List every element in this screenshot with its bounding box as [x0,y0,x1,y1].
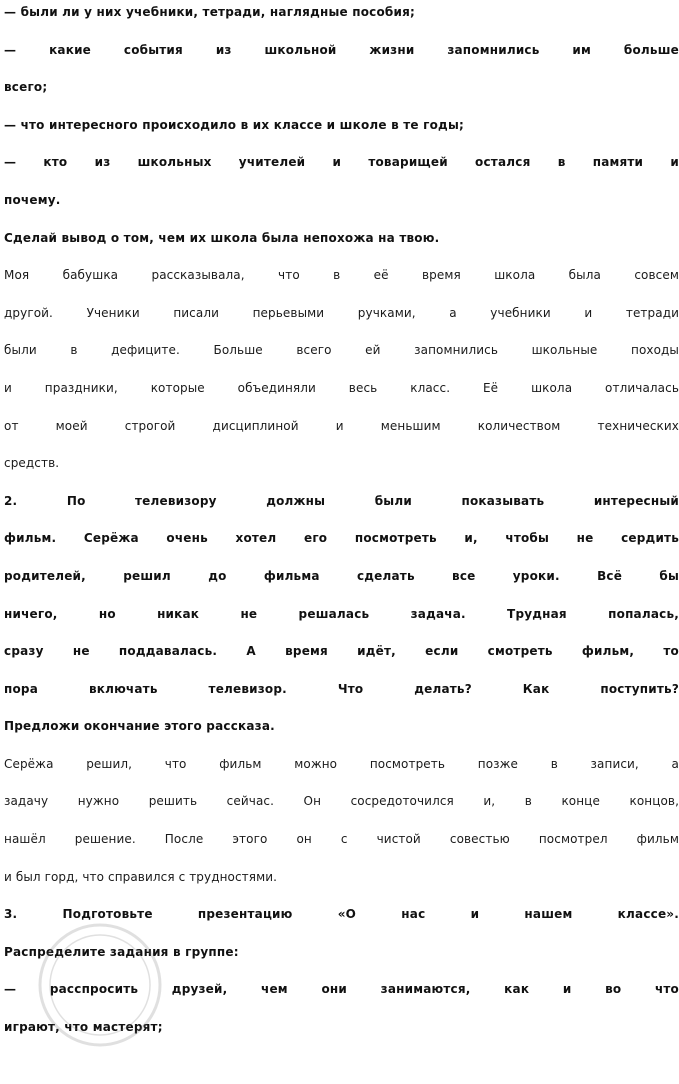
text-line: — были ли у них учебники, тетради, наглядные пособия; [4,5,416,19]
text-line: всего; [4,80,48,95]
answer-line: от моей строгой дисциплиной и меньшим количеством технических [4,418,679,433]
task-line: родителей, решил до фильма сделать все уроки. Всё бы [4,568,679,583]
task-line: Распределите задания в группе: [4,944,239,959]
text-line: — что интересного происходило в их классе и школе в те годы; [4,117,464,132]
answer-line: и был горд, что справился с трудностями. [4,869,278,884]
answer-line: другой. Ученики писали перьевыми ручками, а учебники и тетради [4,305,679,320]
answer-line: задачу нужно решить сейчас. Он сосредоточился и, в конце концов, [4,794,679,809]
task-line: играют, что мастерят; [4,1020,163,1035]
task-line: Предложи окончание этого рассказа. [4,719,275,734]
answer-line: и праздники, которые объединяли весь класс. Её школа отличалась [4,380,679,395]
answer-line: нашёл решение. После этого он с чистой совестью посмотрел фильм [4,832,679,847]
task-line: фильм. Серёжа очень хотел его посмотреть и, чтобы не сердить [4,531,679,546]
task-heading: Сделай вывод о том, чем их школа была непохожа на твою. [4,230,440,245]
document-page [4,0,679,1047]
text-line: — какие события из школьной жизни запомнились им больше [4,42,679,57]
answer-line: средств. [4,456,60,471]
task-line: — расспросить друзей, чем они занимаются, как и во что [4,982,679,997]
task-line: 3. Подготовьте презентацию «О нас и нашем классе». [4,907,679,922]
task-line: 2. По телевизору должны были показывать интересный [4,493,679,508]
task-line: ничего, но никак не решалась задача. Трудная попалась, [4,606,679,621]
answer-line: Моя бабушка рассказывала, что в её время школа была совсем [4,268,679,283]
text-line: — кто из школьных учителей и товарищей остался в памяти и [4,155,679,170]
answer-line: Серёжа решил, что фильм можно посмотреть позже в записи, а [4,756,679,771]
text-line: почему. [4,192,61,207]
task-line: сразу не поддавалась. А время идёт, если смотреть фильм, то [4,644,679,659]
answer-line: были в дефиците. Больше всего ей запомнились школьные походы [4,343,679,358]
task-line: пора включать телевизор. Что делать? Как поступить? [4,681,679,696]
